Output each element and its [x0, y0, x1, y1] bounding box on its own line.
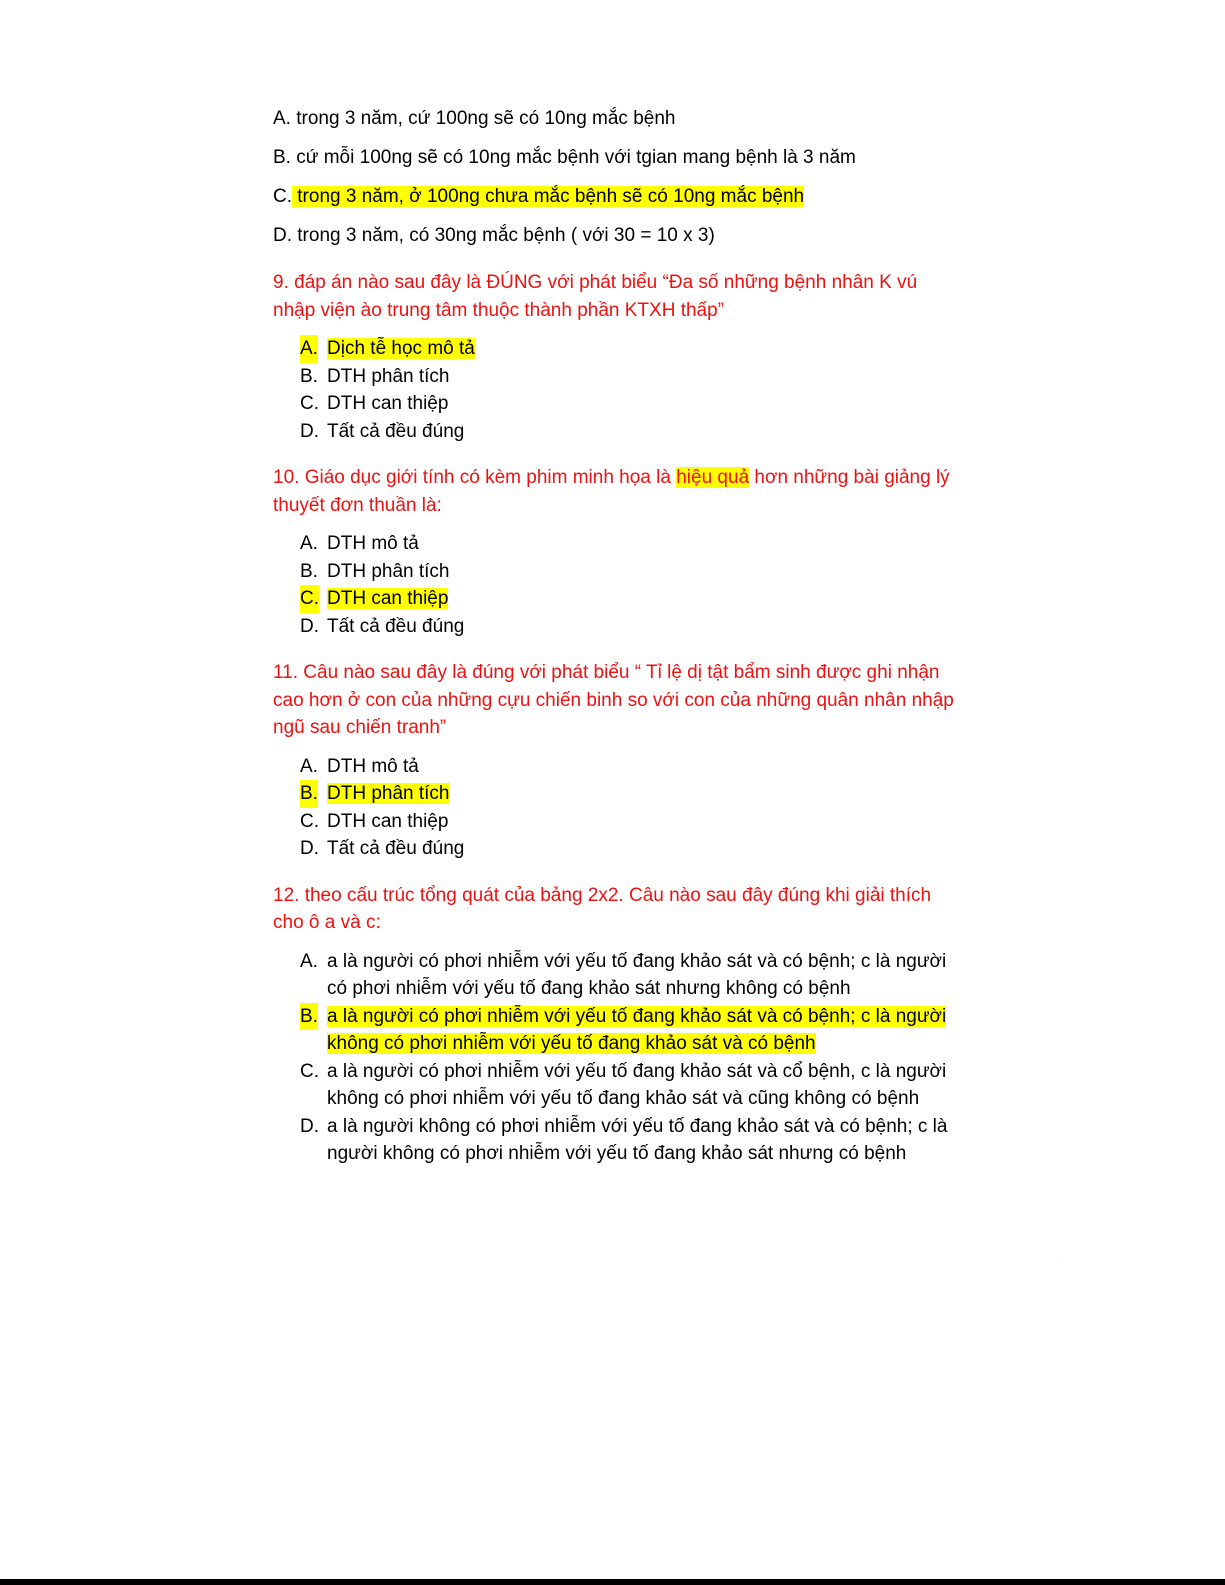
q12-option-b-text: a là người có phơi nhiễm với yếu tố đang khảo sát và có bệnh; c là người không có phơi nhiễm với yếu tố đang khảo sát và có bệnh — [327, 1005, 947, 1054]
q9-option-b-letter: B. — [300, 365, 318, 387]
q9-option-a-text: Dịch tễ học mô tả — [327, 338, 475, 359]
question-12: 12. theo cấu trúc tổng quát của bảng 2x2. Câu nào sau đây đúng khi giải thích cho ô a và c: — [273, 884, 932, 933]
prev-option-c-text: trong 3 năm, ở 100ng chưa mắc bệnh sẽ có 10ng mắc bệnh — [297, 186, 805, 207]
q10-option-d-text: Tất cả đều đúng — [327, 615, 465, 637]
document-page — [273, 105, 963, 1181]
q9-option-c-text: DTH can thiệp — [327, 393, 449, 414]
q10-option-d — [273, 613, 963, 641]
q10-option-b — [273, 558, 963, 586]
question-9: 9. đáp án nào sau đây là ĐÚNG với phát biểu “Đa số những bệnh nhân K vú nhập viện ào trung tâm thuộc thành phần KTXH thấp” — [273, 272, 918, 321]
q9-option-b-text: DTH phân tích — [327, 365, 450, 387]
q10-option-a — [273, 530, 963, 558]
q9-option-a-letter: A. — [300, 335, 318, 363]
question-10-highlight: hiệu quả — [676, 467, 750, 488]
q12-option-c-letter: C. — [300, 1060, 319, 1082]
q11-option-b-text: DTH phân tích — [327, 783, 450, 804]
question-10 — [273, 464, 963, 519]
q12-option-b — [273, 1003, 963, 1058]
prev-option-a-text: trong 3 năm, cứ 100ng sẽ có 10ng mắc bệnh — [296, 108, 676, 129]
prev-option-c-letter: C. — [273, 186, 292, 207]
q10-option-c-letter: C. — [300, 585, 319, 613]
q9-option-d — [273, 418, 963, 446]
prev-option-a-letter: A. — [273, 108, 291, 129]
q9-option-b — [273, 363, 963, 391]
q9-option-c-letter: C. — [300, 393, 319, 414]
question-11-options — [273, 753, 963, 863]
prev-option-d-letter: D. — [273, 225, 292, 246]
prev-option-b-letter: B. — [273, 147, 291, 168]
prev-option-c — [273, 183, 963, 211]
q10-option-c-text: DTH can thiệp — [327, 588, 449, 609]
question-9-options — [273, 335, 963, 445]
q12-option-a — [273, 948, 963, 1003]
q11-option-d-text: Tất cả đều đúng — [327, 838, 465, 859]
q11-option-c — [273, 808, 963, 836]
q10-option-a-letter: A. — [300, 533, 318, 554]
q11-option-a — [273, 753, 963, 781]
prev-option-b-text: cứ mỗi 100ng sẽ có 10ng mắc bệnh với tgian mang bệnh là 3 năm — [296, 147, 856, 168]
question-10-text-end: hơn những bài giảng lý thuyết đơn thuần là: — [273, 467, 950, 516]
q10-option-c — [273, 585, 963, 613]
q9-option-c — [273, 390, 963, 418]
q11-option-b-letter: B. — [300, 780, 318, 808]
q12-option-d-text: a là người không có phơi nhiễm với yếu tố đang khảo sát và có bệnh; c là người không có phơi nhiễm với yếu tố đang khảo sát nhưng có bệnh — [327, 1115, 948, 1164]
prev-option-b — [273, 144, 963, 172]
q11-option-b — [273, 780, 963, 808]
q12-option-b-letter: B. — [300, 1003, 318, 1031]
q12-option-a-text: a là người có phơi nhiễm với yếu tố đang khảo sát và có bệnh; c là người có phơi nhiễm với yếu tố đang khảo sát nhưng không có bệnh — [327, 950, 947, 999]
q10-option-a-text: DTH mô tả — [327, 533, 419, 554]
q10-option-b-text: DTH phân tích — [327, 560, 450, 582]
q11-option-c-letter: C. — [300, 810, 319, 832]
q11-option-a-letter: A. — [300, 755, 318, 777]
q11-option-d-letter: D. — [300, 838, 319, 859]
page-bottom-border — [0, 1579, 1225, 1585]
q12-option-a-letter: A. — [300, 950, 318, 972]
scan-speck — [1060, 1263, 1061, 1264]
question-10-text-start: 10. Giáo dục giới tính có kèm phim minh họa là — [273, 467, 677, 488]
q12-option-c-text: a là người có phơi nhiễm với yếu tố đang khảo sát và cổ bệnh, c là người không có phơi nhiễm với yếu tố đang khảo sát và cũng không có bệnh — [327, 1060, 947, 1109]
question-10-options — [273, 530, 963, 640]
q12-option-c — [273, 1058, 963, 1113]
q11-option-d — [273, 835, 963, 863]
question-11: 11. Câu nào sau đây là đúng với phát biểu “ Tỉ lệ dị tật bẩm sinh được ghi nhận cao hơn ở con của những cựu chiến binh so với con của những quân nhân nhập ngũ sau chiến tranh” — [273, 662, 954, 738]
q10-option-b-letter: B. — [300, 560, 318, 582]
q9-option-a — [273, 335, 963, 363]
q12-option-d — [273, 1113, 963, 1168]
q11-option-c-text: DTH can thiệp — [327, 810, 449, 832]
prev-option-a — [273, 105, 963, 133]
q9-option-d-letter: D. — [300, 420, 319, 442]
prev-option-d-text: trong 3 năm, có 30ng mắc bệnh ( với 30 = 10 x 3) — [297, 225, 715, 246]
question-12-options — [273, 948, 963, 1168]
q12-option-d-letter: D. — [300, 1115, 319, 1137]
q11-option-a-text: DTH mô tả — [327, 755, 419, 777]
q9-option-d-text: Tất cả đều đúng — [327, 420, 465, 442]
q10-option-d-letter: D. — [300, 615, 319, 637]
prev-option-d — [273, 222, 963, 250]
